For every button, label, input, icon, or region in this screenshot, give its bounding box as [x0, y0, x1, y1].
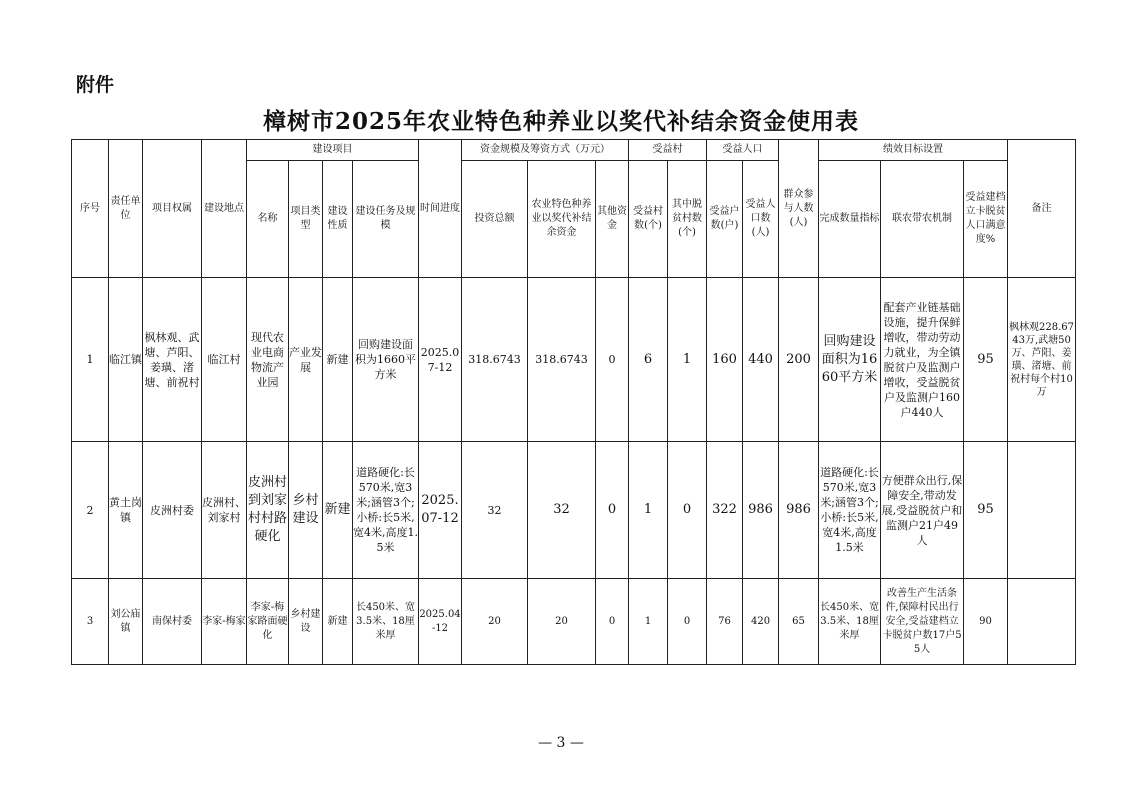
header-quantity: 完成数量指标 — [819, 161, 881, 278]
cell-participants: 65 — [779, 579, 819, 665]
cell-people: 986 — [743, 442, 779, 579]
cell-poor-villages: 0 — [668, 579, 707, 665]
header-total: 投资总额 — [462, 161, 528, 278]
cell-nature: 新建 — [323, 278, 353, 442]
cell-name: 现代农业电商物流产业园 — [247, 278, 289, 442]
cell-total: 318.6743 — [462, 278, 528, 442]
cell-villages: 6 — [629, 278, 668, 442]
cell-seq: 1 — [72, 278, 109, 442]
header-seq: 序号 — [72, 140, 109, 278]
cell-task: 长450米、宽3.5米、18厘米厚 — [353, 579, 419, 665]
cell-unit: 临江镇 — [109, 278, 143, 442]
cell-other: 0 — [596, 278, 629, 442]
cell-subsidy: 318.6743 — [528, 278, 596, 442]
cell-participants: 986 — [779, 442, 819, 579]
cell-households: 160 — [707, 278, 743, 442]
cell-name: 皮洲村到刘家村村路硬化 — [247, 442, 289, 579]
header-ownership: 项目权属 — [143, 140, 202, 278]
cell-total: 32 — [462, 442, 528, 579]
cell-people: 420 — [743, 579, 779, 665]
cell-other: 0 — [596, 442, 629, 579]
header-village-group: 受益村 — [629, 140, 707, 161]
header-population-group: 受益人口 — [707, 140, 779, 161]
header-schedule: 时间进度 — [419, 140, 462, 278]
header-households: 受益户数(户) — [707, 161, 743, 278]
cell-households: 76 — [707, 579, 743, 665]
cell-poor-villages: 1 — [668, 278, 707, 442]
cell-households: 322 — [707, 442, 743, 579]
cell-participants: 200 — [779, 278, 819, 442]
cell-location: 皮洲村、刘家村 — [202, 442, 247, 579]
cell-mechanism: 配套产业链基础设施，提升保鲜增收，带动劳动力就业，为全镇脱贫户及监测户增收，受益脱贫户及监测户160户440人 — [881, 278, 964, 442]
cell-satisfaction: 95 — [964, 442, 1008, 579]
header-name: 名称 — [247, 161, 289, 278]
attachment-label: 附件 — [76, 74, 115, 96]
header-type: 项目类型 — [289, 161, 323, 278]
cell-satisfaction: 95 — [964, 278, 1008, 442]
cell-location: 临江村 — [202, 278, 247, 442]
cell-quantity: 道路硬化:长570米,宽3米;涵管3个;小桥:长5米,宽4米,高度1.5米 — [819, 442, 881, 579]
fund-usage-table — [71, 139, 1076, 665]
cell-total: 20 — [462, 579, 528, 665]
cell-mechanism: 方便群众出行,保障安全,带动发展,受益脱贫户和监测户21户49人 — [881, 442, 964, 579]
header-performance-group: 绩效目标设置 — [819, 140, 1008, 161]
cell-poor-villages: 0 — [668, 442, 707, 579]
cell-villages: 1 — [629, 442, 668, 579]
cell-seq: 3 — [72, 579, 109, 665]
header-people: 受益人口数(人) — [743, 161, 779, 278]
cell-task: 道路硬化:长570米,宽3米;涵管3个;小桥:长5米,宽4米,高度1.5米 — [353, 442, 419, 579]
header-participants: 群众参与人数(人) — [779, 140, 819, 278]
header-satisfaction: 受益建档立卡脱贫人口满意度% — [964, 161, 1008, 278]
cell-remarks — [1008, 579, 1076, 665]
cell-schedule: 2025.04-12 — [419, 579, 462, 665]
cell-quantity: 回购建设面积为1660平方米 — [819, 278, 881, 442]
cell-location: 李家-梅家 — [202, 579, 247, 665]
cell-villages: 1 — [629, 579, 668, 665]
header-fund-group: 资金规模及筹资方式（万元） — [462, 140, 629, 161]
cell-satisfaction: 90 — [964, 579, 1008, 665]
cell-nature: 新建 — [323, 579, 353, 665]
header-remarks: 备注 — [1008, 140, 1076, 278]
cell-type: 产业发展 — [289, 278, 323, 442]
header-construction-group: 建设项目 — [247, 140, 419, 161]
cell-ownership: 枫林观、武塘、芦阳、姜璜、渚塘、前祝村 — [143, 278, 202, 442]
page-title: 樟树市2025年农业特色种养业以奖代补结余资金使用表 — [262, 108, 859, 135]
cell-schedule: 2025.07-12 — [419, 442, 462, 579]
header-task: 建设任务及规模 — [353, 161, 419, 278]
cell-mechanism: 改善生产生活条件,保障村民出行安全,受益建档立卡脱贫户数17户55人 — [881, 579, 964, 665]
page-number: — 3 — — [538, 735, 584, 751]
cell-name: 李家-梅家路面硬化 — [247, 579, 289, 665]
cell-nature: 新建 — [323, 442, 353, 579]
cell-subsidy: 20 — [528, 579, 596, 665]
cell-unit: 黄土岗镇 — [109, 442, 143, 579]
cell-ownership: 皮洲村委 — [143, 442, 202, 579]
cell-subsidy: 32 — [528, 442, 596, 579]
cell-type: 乡村建设 — [289, 442, 323, 579]
header-location: 建设地点 — [202, 140, 247, 278]
header-nature: 建设性质 — [323, 161, 353, 278]
header-other: 其他资金 — [596, 161, 629, 278]
table-row — [72, 579, 1076, 665]
cell-other: 0 — [596, 579, 629, 665]
header-poor-villages: 其中脱贫村数(个) — [668, 161, 707, 278]
cell-ownership: 南保村委 — [143, 579, 202, 665]
table-row — [72, 442, 1076, 579]
cell-type: 乡村建设 — [289, 579, 323, 665]
cell-unit: 刘公庙镇 — [109, 579, 143, 665]
table-row — [72, 278, 1076, 442]
header-villages: 受益村数(个) — [629, 161, 668, 278]
header-subsidy: 农业特色种养业以奖代补结余资金 — [528, 161, 596, 278]
cell-remarks — [1008, 442, 1076, 579]
cell-schedule: 2025.07-12 — [419, 278, 462, 442]
cell-seq: 2 — [72, 442, 109, 579]
cell-quantity: 长450米、宽3.5米、18厘米厚 — [819, 579, 881, 665]
cell-task: 回购建设面积为1660平方米 — [353, 278, 419, 442]
header-unit: 责任单位 — [109, 140, 143, 278]
cell-remarks: 枫林观228.6743万,武塘50万、芦阳、姜璜、渚塘、前祝村每个村10万 — [1008, 278, 1076, 442]
cell-people: 440 — [743, 278, 779, 442]
header-mechanism: 联农带农机制 — [881, 161, 964, 278]
